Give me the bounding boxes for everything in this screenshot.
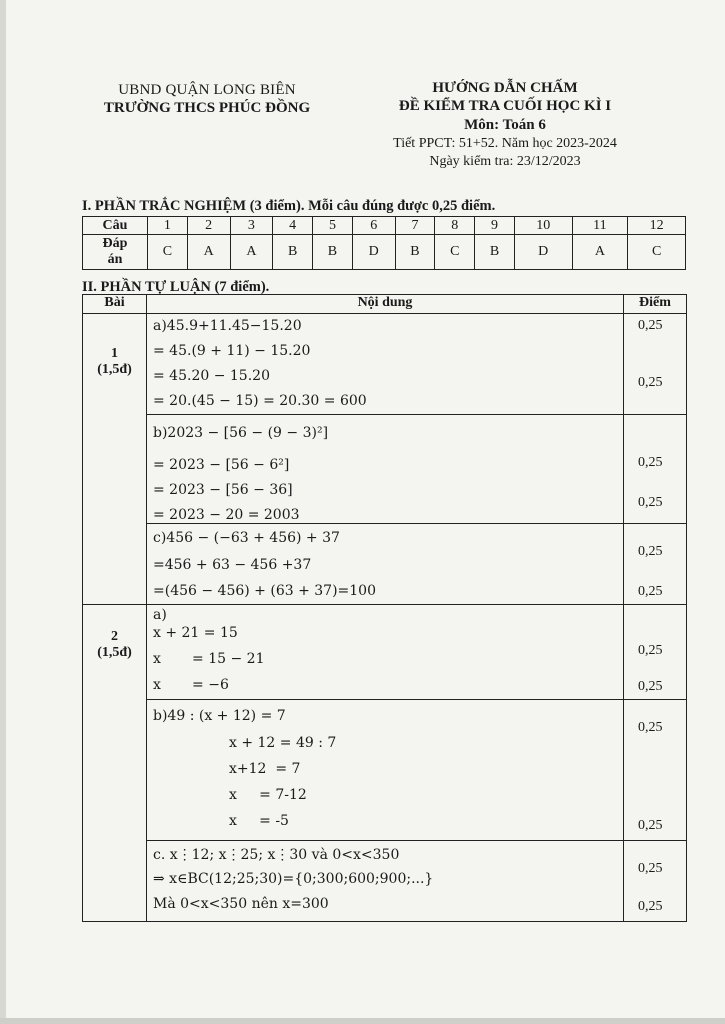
score-value: 0,25 (638, 818, 663, 833)
formula-line: = 45.(9 + 11) − 15.20 (153, 343, 311, 359)
subject: Môn: Toán 6 (464, 117, 546, 133)
formula-line: = 2023 − [56 − 36] (153, 482, 293, 498)
period-year: Tiết PPCT: 51+52. Năm học 2023-2024 (393, 136, 617, 151)
essay-header-row (83, 295, 687, 314)
bai2-cell (83, 605, 147, 922)
formula-line: b)49 : (x + 12) = 7 (153, 708, 286, 724)
formula-line: =(456 − 456) + (63 + 37)=100 (153, 583, 376, 599)
score-value: 0,25 (638, 495, 663, 510)
essay-table (82, 294, 687, 922)
table-row (83, 314, 687, 415)
col-bai-header: Bài (83, 295, 147, 314)
bai2a-score (624, 605, 687, 700)
bai1a-score (624, 314, 687, 415)
bai1-number: 1 (111, 346, 118, 361)
question-number: 11 (572, 217, 628, 235)
formula-line: Mà 0<x<350 nên x=300 (153, 896, 329, 912)
formula-line: x = 7-12 (229, 787, 307, 803)
formula-line: x = 15 − 21 (153, 651, 265, 667)
formula-line: c. x⋮12; x⋮25; x⋮30 và 0<x<350 (153, 847, 400, 863)
answer-row (83, 235, 686, 270)
question-label: Câu (83, 217, 148, 235)
col-score-header: Điểm (624, 295, 687, 314)
bai2a-content (147, 605, 624, 700)
question-number: 12 (628, 217, 686, 235)
score-value: 0,25 (638, 544, 663, 559)
formula-line: x = -5 (229, 813, 289, 829)
formula-line: a) (153, 607, 167, 623)
col-content-header: Nội dung (147, 295, 624, 314)
formula-line: = 45.20 − 15.20 (153, 368, 270, 384)
score-value: 0,25 (638, 679, 663, 694)
formula-line: ⇒ x∈BC(12;25;30)={0;300;600;900;...} (153, 871, 434, 887)
bai1-points: (1,5đ) (97, 362, 132, 377)
scan-edge-shadow (0, 0, 6, 1024)
question-number: 5 (313, 217, 353, 235)
answer-cell: D (514, 235, 572, 270)
table-row (83, 524, 687, 605)
score-value: 0,25 (638, 643, 663, 658)
formula-line: = 2023 − 20 = 2003 (153, 507, 300, 523)
formula-line: =456 + 63 − 456 +37 (153, 557, 312, 573)
bai2-number: 2 (111, 629, 118, 644)
answer-label-line2: án (107, 252, 123, 267)
score-value: 0,25 (638, 375, 663, 390)
table-row (83, 605, 687, 700)
score-value: 0,25 (638, 455, 663, 470)
school-name: TRƯỜNG THCS PHÚC ĐỒNG (103, 100, 311, 116)
header-left (82, 82, 332, 117)
table-row (83, 841, 687, 922)
formula-line: b)2023 − [56 − (9 − 3)²] (153, 425, 329, 441)
bai2b-content (147, 700, 624, 841)
question-number: 6 (352, 217, 395, 235)
question-number: 7 (395, 217, 435, 235)
part2-title: II. PHẦN TỰ LUẬN (7 điểm). (82, 279, 270, 295)
answer-cell: B (273, 235, 313, 270)
answer-cell: D (352, 235, 395, 270)
formula-line: a)45.9+11.45−15.20 (153, 318, 302, 334)
bai2-points: (1,5đ) (97, 645, 132, 660)
question-number: 9 (475, 217, 515, 235)
question-number: 8 (435, 217, 475, 235)
header-right (355, 80, 655, 170)
doc-title: HƯỚNG DẪN CHẤM (432, 80, 578, 96)
question-number: 4 (273, 217, 313, 235)
question-number: 2 (187, 217, 230, 235)
bai1b-content (147, 415, 624, 524)
table-row (83, 700, 687, 841)
formula-line: c)456 − (−63 + 456) + 37 (153, 530, 340, 546)
question-number: 3 (230, 217, 273, 235)
formula-line: x+12 = 7 (229, 761, 301, 777)
bai1a-content (147, 314, 624, 415)
formula-line: x + 12 = 49 : 7 (229, 735, 337, 751)
answer-cell: A (230, 235, 273, 270)
answer-label (83, 235, 148, 270)
formula-line: x = −6 (153, 677, 229, 693)
formula-line: x + 21 = 15 (153, 625, 238, 641)
table-row (83, 415, 687, 524)
exam-date: Ngày kiểm tra: 23/12/2023 (429, 154, 581, 169)
answer-cell: B (475, 235, 515, 270)
score-value: 0,25 (638, 318, 663, 333)
question-row (83, 217, 686, 235)
formula-line: = 20.(45 − 15) = 20.30 = 600 (153, 393, 367, 409)
answer-cell: B (395, 235, 435, 270)
part1-title: I. PHẦN TRẮC NGHIỆM (3 điểm). Mỗi câu đúng được 0,25 điểm. (82, 198, 496, 214)
score-value: 0,25 (638, 899, 663, 914)
score-value: 0,25 (638, 861, 663, 876)
bai1c-score (624, 524, 687, 605)
scan-bottom-shadow (0, 1018, 725, 1024)
bai1-cell (83, 314, 147, 605)
answer-label-line1: Đáp (102, 236, 128, 251)
score-value: 0,25 (638, 720, 663, 735)
formula-line: = 2023 − [56 − 6²] (153, 457, 290, 473)
answer-cell: C (628, 235, 686, 270)
exam-title: ĐỀ KIỂM TRA CUỐI HỌC KÌ I (398, 98, 612, 114)
answer-cell: B (313, 235, 353, 270)
question-number: 1 (148, 217, 188, 235)
answer-cell: C (435, 235, 475, 270)
answer-cell: A (187, 235, 230, 270)
bai1c-content (147, 524, 624, 605)
answer-cell: C (148, 235, 188, 270)
district-name: UBND QUẬN LONG BIÊN (118, 82, 296, 98)
bai2c-score (624, 841, 687, 922)
question-number: 10 (514, 217, 572, 235)
bai2b-score (624, 700, 687, 841)
bai2c-content (147, 841, 624, 922)
score-value: 0,25 (638, 584, 663, 599)
bai1b-score (624, 415, 687, 524)
multiple-choice-table (82, 216, 686, 270)
answer-cell: A (572, 235, 628, 270)
